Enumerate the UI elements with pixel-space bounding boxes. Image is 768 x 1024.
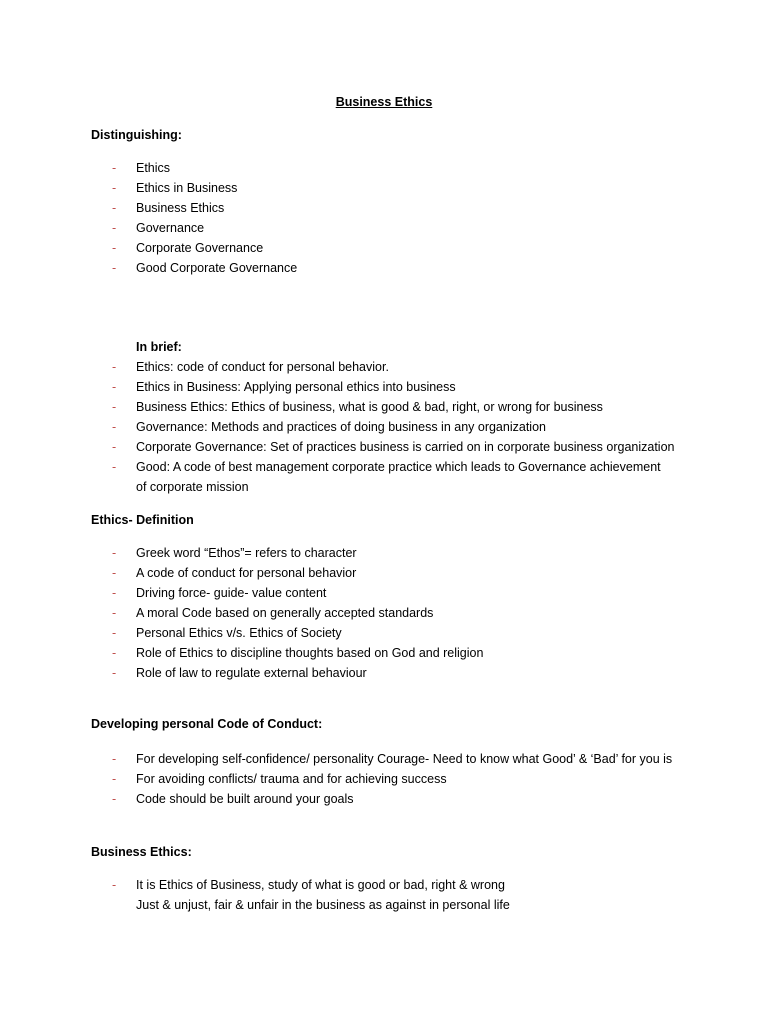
bullet-dash: - xyxy=(112,221,117,235)
bullet-dash: - xyxy=(112,400,117,414)
list-item: - For avoiding conflicts/ trauma and for achieving success xyxy=(0,769,768,789)
heading-personal-code: Developing personal Code of Conduct: xyxy=(91,717,323,731)
list-item: - Good: A code of best management corporate practice which leads to Governance achievement of corporate mission xyxy=(0,457,768,497)
bullet-dash: - xyxy=(112,792,117,806)
list-item: - Role of law to regulate external behaviour xyxy=(0,663,768,683)
list-item: - Ethics xyxy=(0,158,768,178)
list-item: - Role of Ethics to discipline thoughts based on God and religion xyxy=(0,643,768,663)
list-personal-code xyxy=(0,749,768,809)
bullet-dash: - xyxy=(112,440,117,454)
list-item: - Good Corporate Governance xyxy=(0,258,768,278)
list-item: - Business Ethics xyxy=(0,198,768,218)
list-item: - It is Ethics of Business, study of what is good or bad, right & wrong xyxy=(0,875,768,895)
list-item: - Code should be built around your goals xyxy=(0,789,768,809)
bullet-dash: - xyxy=(112,606,117,620)
heading-distinguishing: Distinguishing: xyxy=(91,128,182,142)
label-in-brief: In brief: xyxy=(136,340,182,354)
bullet-dash: - xyxy=(112,546,117,560)
business-ethics-continuation: Just & unjust, fair & unfair in the business as against in personal life xyxy=(136,898,510,912)
bullet-dash: - xyxy=(112,460,117,474)
heading-ethics-definition: Ethics- Definition xyxy=(91,513,194,527)
bullet-dash: - xyxy=(112,181,117,195)
bullet-dash: - xyxy=(112,360,117,374)
list-business-ethics xyxy=(0,875,768,895)
list-item: - Governance: Methods and practices of doing business in any organization xyxy=(0,417,768,437)
list-item: - Ethics: code of conduct for personal behavior. xyxy=(0,357,768,377)
bullet-dash: - xyxy=(112,241,117,255)
bullet-dash: - xyxy=(112,420,117,434)
bullet-dash: - xyxy=(112,626,117,640)
list-item: - Governance xyxy=(0,218,768,238)
document-title: Business Ethics xyxy=(335,95,433,109)
bullet-dash: - xyxy=(112,666,117,680)
bullet-dash: - xyxy=(112,201,117,215)
list-item: - Greek word “Ethos”= refers to character xyxy=(0,543,768,563)
bullet-dash: - xyxy=(112,380,117,394)
list-item: - Corporate Governance: Set of practices business is carried on in corporate business organization xyxy=(0,437,768,457)
list-item: - Personal Ethics v/s. Ethics of Society xyxy=(0,623,768,643)
list-item: - Ethics in Business: Applying personal ethics into business xyxy=(0,377,768,397)
list-distinguishing xyxy=(0,158,768,278)
bullet-dash: - xyxy=(112,646,117,660)
list-item: - A moral Code based on generally accepted standards xyxy=(0,603,768,623)
list-item: - A code of conduct for personal behavior xyxy=(0,563,768,583)
bullet-dash: - xyxy=(112,161,117,175)
list-item: - Driving force- guide- value content xyxy=(0,583,768,603)
list-item: - Ethics in Business xyxy=(0,178,768,198)
bullet-dash: - xyxy=(112,261,117,275)
bullet-dash: - xyxy=(112,586,117,600)
bullet-dash: - xyxy=(112,566,117,580)
list-item: - Corporate Governance xyxy=(0,238,768,258)
heading-business-ethics: Business Ethics: xyxy=(91,845,192,859)
list-in-brief xyxy=(0,357,768,497)
list-ethics-definition xyxy=(0,543,768,683)
bullet-dash: - xyxy=(112,752,117,766)
list-item: - Business Ethics: Ethics of business, what is good & bad, right, or wrong for business xyxy=(0,397,768,417)
bullet-dash: - xyxy=(112,772,117,786)
bullet-dash: - xyxy=(112,878,117,892)
list-item: - For developing self-confidence/ personality Courage- Need to know what Good’ & ‘Bad’ for you is xyxy=(0,749,768,769)
